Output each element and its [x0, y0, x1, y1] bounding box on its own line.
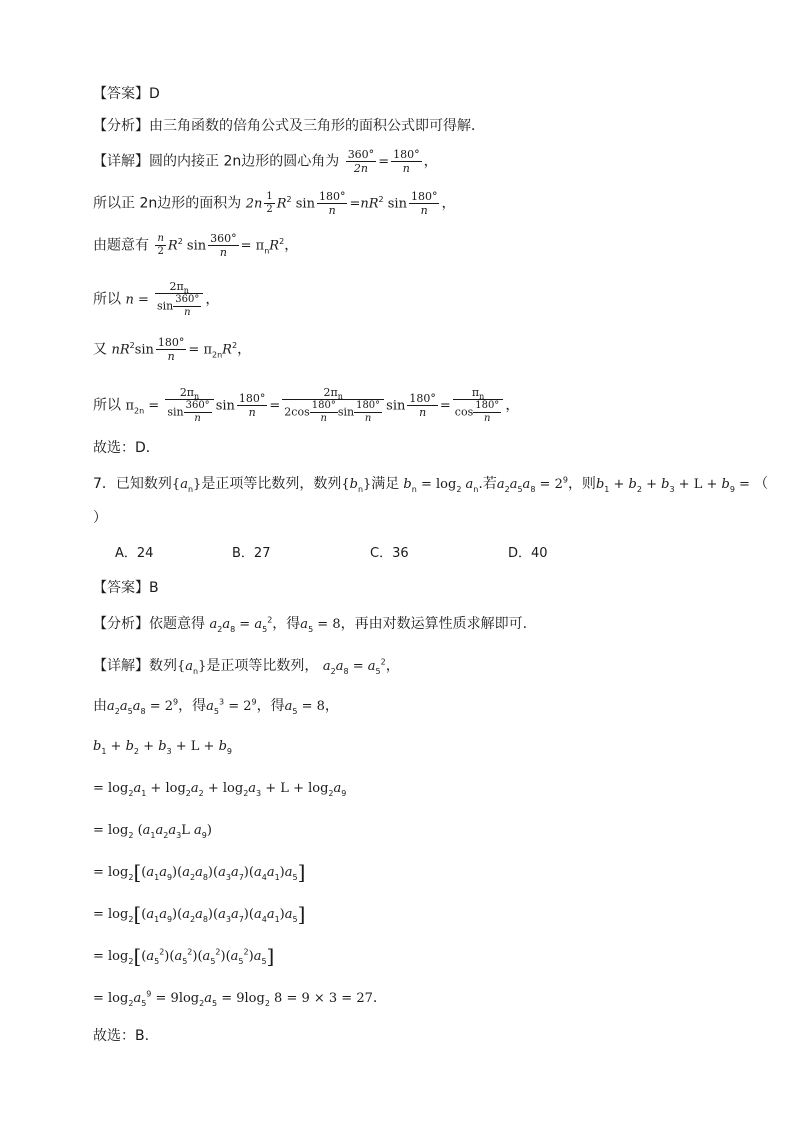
stem-text: （: [754, 476, 769, 492]
q6-detail-line-1: 【详解】圆的内接正 2n边形的圆心角为 $\frac{360^\circ}{2n}$ = $\frac{180^\circ}{n}$ ，: [93, 148, 438, 175]
formula-fraction: $\frac{360^\circ}{2n}$: [347, 148, 375, 175]
q6-detail-line-2: 所以正 2n边形的面积为 2n $\frac{1}{2}$ $R^2$ sin $\frac{180^\circ}{n}$ $=nR^2$ sin $\frac{180^\circ}{n}$ ，: [93, 190, 456, 217]
q7-stem-line: 7．已知数列$\{a_n\}$是正项等比数列，数列$\{b_n\}$满足 $b_n = \log_2 a_n$.若$a_2a_5a_8 = 2^9$，则$b_1 + b_2 + b_3 + L + b_9$ = （: [93, 475, 769, 494]
q6-choose-line: [93, 438, 160, 458]
stem-text: 满足: [371, 476, 400, 492]
q7-detail-line-8: = $\log_2[(a_5^2)(a_5^2)(a_5^2)(a_5^2)a_5]$: [93, 944, 275, 968]
q6-detail-line-4: 所以 n = $2\pi_n$ sin $\frac{360^\circ}{n}$ ，: [93, 280, 220, 318]
q7-detail-line-2: 由$a_2a_5a_8 = 2^9$，得$a_5^3 = 2^9$，得$a_5 = 8$，: [93, 697, 339, 716]
choose-text: 故选：B.: [93, 1028, 150, 1044]
stem-text: 7．已知数列: [93, 476, 172, 492]
formula-fraction: $\frac{180^\circ}{n}$: [410, 190, 438, 217]
detail-text: ，得: [178, 698, 207, 714]
formula-fraction: $\frac{180^\circ}{n}$: [238, 392, 266, 419]
analysis-text: 由三角函数的倍角公式及三角形的面积公式即可得解．: [149, 118, 485, 134]
detail-text: 由题意有: [93, 237, 149, 254]
formula-fraction: $\frac{180^\circ}{n}$: [409, 392, 436, 419]
q7-analysis-line: 【分析】依题意得 $a_2a_8 = a_5^2$，得$a_5 = 8$，再由对数运算性质求解即可.: [93, 615, 528, 634]
q6-answer-line: [93, 84, 160, 104]
q7-detail-line-6: = $\log_2[(a_1a_9)(a_2a_8)(a_3a_7)(a_4a_1)a_5]$: [93, 860, 306, 884]
analysis-tag: 【分析】: [93, 616, 149, 632]
option-b[interactable]: B．27: [232, 546, 271, 561]
option-c[interactable]: C．36: [370, 546, 409, 561]
stem-text: .若: [478, 476, 497, 492]
option-d[interactable]: D．40: [508, 546, 548, 561]
q7-answer-line: [93, 578, 159, 598]
q6-detail-line-3: 由题意有 $\frac{n}{2}$ $R^2$ sin $\frac{360^\circ}{n}$ = $\pi_nR^2$，: [93, 232, 299, 259]
q6-analysis-line: [93, 116, 485, 136]
analysis-text: 依题意得: [149, 616, 205, 632]
q7-detail-line-5: = $\log_2 (a_1a_2a_3L$ $a_9$): [93, 823, 212, 840]
analysis-tag: 【分析】: [93, 118, 149, 134]
detail-text: 所以正 2n边形的面积为: [93, 195, 242, 212]
formula-fraction: $\frac{180^\circ}{n}$: [318, 190, 346, 217]
answer-value: D: [149, 86, 160, 102]
q7-detail-line-7: = $\log_2[(a_1a_9)(a_2a_8)(a_3a_7)(a_4a_1)a_5]$: [93, 902, 306, 926]
q7-choose-line: [93, 1026, 149, 1046]
formula-fraction: $\frac{360^\circ}{n}$: [210, 232, 237, 259]
formula-fraction: $\pi_n$ cos $\frac{180^\circ}{n}$: [453, 386, 504, 425]
formula-fraction: $\frac{1}{2}$: [266, 191, 273, 215]
q7-detail-line-1: 【详解】数列$\{a_n\}$是正项等比数列， $a_2a_8 = a_5^2$，: [93, 657, 400, 676]
q7-detail-line-3: $b_1 + b_2 + b_3 + L + b_9$: [93, 739, 232, 756]
formula-fraction: $\frac{n}{2}$: [157, 233, 164, 257]
detail-tag: 【详解】: [93, 153, 149, 170]
detail-text: 所以: [93, 397, 121, 414]
choose-text: 故选：D．: [93, 440, 160, 456]
q7-stem-close: [93, 508, 107, 528]
stem-text: 是正项等比数列，数列: [201, 476, 342, 492]
answer-value: B: [149, 580, 159, 596]
detail-text: 由: [93, 698, 107, 714]
detail-text: 又: [93, 341, 107, 358]
stem-text: ）: [93, 510, 107, 526]
formula-fraction: $2\pi_n$ sin $\frac{360^\circ}{n}$: [155, 280, 203, 319]
q7-detail-line-9: = $\log_2a_5^9 = 9\log_2a_5 = 9\log_2$ 8 = 9 × 3 = 27.: [93, 989, 378, 1008]
formula-fraction: $2\pi_n$ sin $\frac{360^\circ}{n}$: [165, 386, 213, 425]
formula-fraction: $2\pi_n$ 2cos $\frac{180^\circ}{n}$ sin $\frac{180^\circ}{n}$: [282, 386, 384, 425]
detail-text: ，得: [256, 698, 285, 714]
formula-fraction: $\frac{180^\circ}{n}$: [157, 336, 185, 363]
q6-detail-line-5: 又 $nR^2\sin$ $\frac{180^\circ}{n}$ = $\pi_{2n}R^2$，: [93, 336, 252, 363]
detail-text: 所以: [93, 291, 121, 308]
analysis-text: ，得: [272, 616, 301, 632]
q6-detail-line-6: 所以 $\pi_{2n}$ = $2\pi_n$ sin $\frac{360^\circ}{n}$ sin $\frac{180^\circ}{n}$ = $2\pi_n$ 2cos $\frac{180^\circ}{n}$ sin $\frac{180^\circ}{n}$ sin $\frac{180^\circ}{n}$ = $\pi_n$ cos $\frac{180^\circ}{n}$ ，: [93, 386, 520, 424]
detail-tag: 【详解】: [93, 658, 149, 674]
answer-tag: 【答案】: [93, 580, 149, 596]
detail-text: 是正项等比数列，: [206, 658, 319, 674]
formula-fraction: $\frac{180^\circ}{n}$: [393, 148, 420, 175]
detail-text: 圆的内接正 2n边形的圆心角为: [149, 153, 340, 170]
stem-text: ，则: [567, 476, 596, 492]
option-a[interactable]: A．24: [115, 546, 154, 561]
detail-text: 数列: [149, 658, 177, 674]
answer-tag: 【答案】: [93, 86, 149, 102]
q7-detail-line-4: = $\log_2a_1 + \log_2a_2 + \log_2a_3 + L + \log_2a_9$: [93, 781, 347, 798]
analysis-text: ，再由对数运算性质求解即可.: [340, 616, 528, 632]
